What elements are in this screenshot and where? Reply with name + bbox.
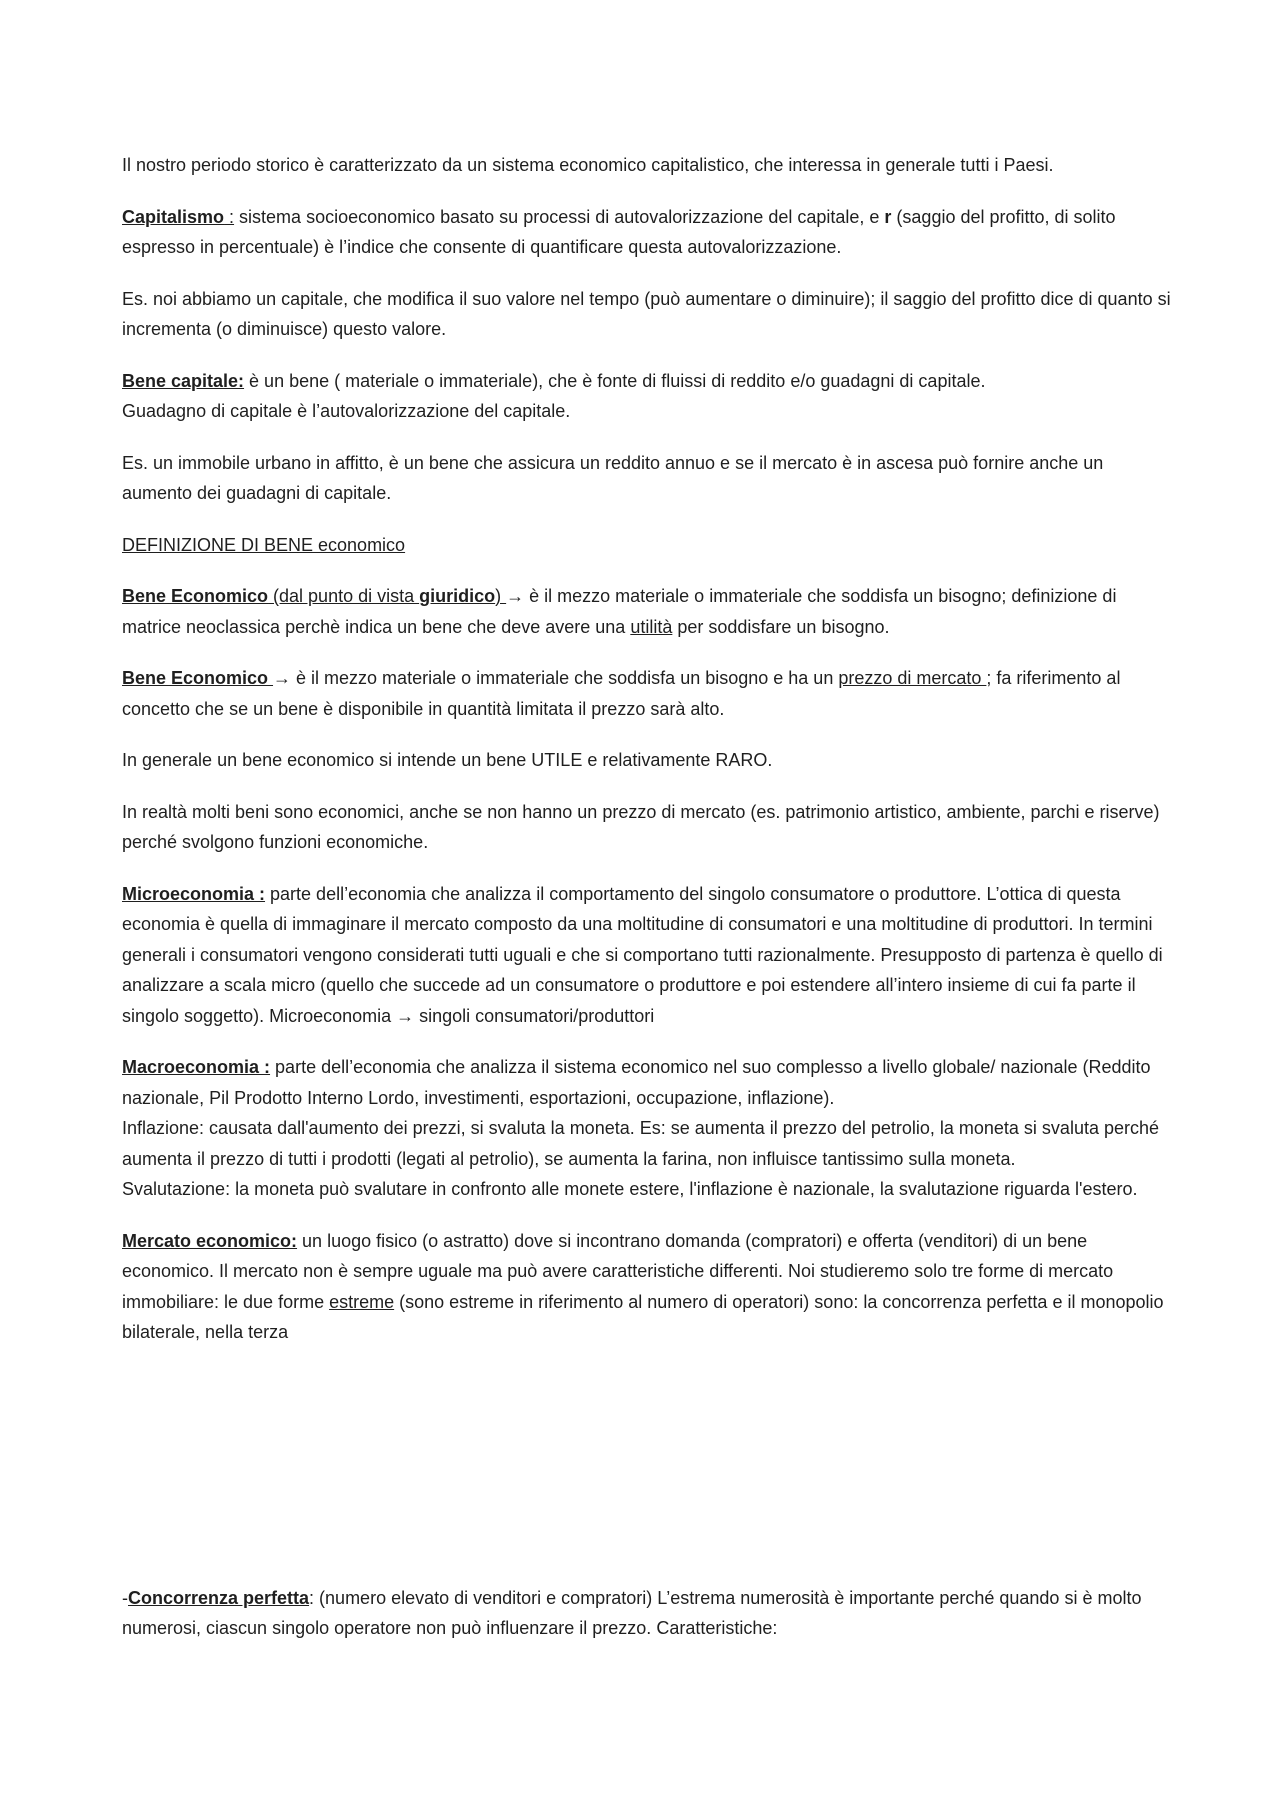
inflazione-text: Inflazione: causata dall'aumento dei prezzi, si svaluta la moneta. Es: se aumenta il prezzo del petrolio, la moneta si svaluta perché aumenta il prezzo di tutti i prodotti (legati al petrolio), se aumenta la farina, non influisce tantissimo sulla moneta. — [122, 1118, 1160, 1169]
capitalismo-paragraph: Capitalismo : sistema socioeconomico basato su processi di autovalorizzazione del capitale, e r (saggio del profitto, di solito espresso in percentuale) è l’indice che consente di quantificare questa autovalorizzazione. — [122, 206, 1116, 257]
realta-paragraph: In realtà molti beni sono economici, anche se non hanno un prezzo di mercato (es. patrimonio artistico, ambiente, parchi e riserve) perché svolgono funzioni economiche. — [122, 801, 1160, 852]
mercato-paragraph: Mercato economico: un luogo fisico (o astratto) dove si incontrano domanda (compratori) e offerta (venditori) di un bene economico. Il mercato non è sempre uguale ma può avere caratteristiche differenti. Noi studieremo solo tre forme di mercato immobiliare: le due forme estreme (sono estreme in riferimento al numero di operatori) sono: la concorrenza perfetta e il monopolio bilaterale, nella terza — [122, 1230, 1164, 1342]
intro-paragraph: Il nostro periodo storico è caratterizzato da un sistema economico capitalistico, che interessa in generale tutti i Paesi. — [122, 155, 1054, 175]
microeconomia-paragraph: Microeconomia : parte dell’economia che analizza il comportamento del singolo consumatore o produttore. L’ottica di questa economia è quella di immaginare il mercato composto da una moltitudine di consumatori e una moltitudine di produttori. In termini generali i consumatori vengono considerati tutti uguali e che si comportano tutti razionalmente. Presupposto di partenza è quello di analizzare a scala micro (quello che succede ad un consumatore o produttore e poi estendere all’intero insieme di cui fa parte il singolo soggetto). Microeconomia → singoli consumatori/produttori — [122, 883, 1163, 1026]
example-capitale-paragraph: Es. noi abbiamo un capitale, che modifica il suo valore nel tempo (può aumentare o diminuire); il saggio del profitto dice di quanto si incrementa (o diminuisce) questo valore. — [122, 288, 1171, 339]
macroeconomia-term: Macroeconomia : — [122, 1057, 271, 1077]
definizione-heading: DEFINIZIONE DI BENE economico — [122, 534, 406, 555]
generale-paragraph: In generale un bene economico si intende un bene UTILE e relativamente RARO. — [122, 750, 773, 770]
document-page — [122, 150, 1172, 1665]
example-immobile-paragraph: Es. un immobile urbano in affitto, è un bene che assicura un reddito annuo e se il mercato è in ascesa può fornire anche un aumento dei guadagni di capitale. — [122, 452, 1104, 503]
bene-economico-giuridico-paragraph: Bene Economico (dal punto di vista giuridico) → è il mezzo materiale o immateriale che soddisfa un bisogno; definizione di matrice neoclassica perchè indica un bene che deve avere una utilità per soddisfare un bisogno. — [122, 586, 1117, 637]
bene-economico-prezzo-paragraph: Bene Economico → è il mezzo materiale o immateriale che soddisfa un bisogno e ha un prezzo di mercato ; fa riferimento al concetto che se un bene è disponibile in quantità limitata il prezzo sarà alto. — [122, 668, 1121, 719]
capitalismo-term: Capitalismo — [122, 206, 225, 227]
concorrenza-term: Concorrenza perfetta — [128, 1587, 310, 1608]
mercato-term: Mercato economico: — [122, 1230, 298, 1251]
bene-economico-term: Bene Economico — [122, 668, 274, 688]
macroeconomia-paragraph: Macroeconomia : parte dell’economia che analizza il sistema economico nel suo complesso a livello globale/ nazionale (Reddito nazionale, Pil Prodotto Interno Lordo, investimenti, esportazioni, occupazione, inflazione). Inflazione: causata dall'aumento dei prezzi, si svaluta la moneta. Es: se aumenta il prezzo del petrolio, la moneta si svaluta perché aumenta il prezzo di tutti i prodotti (legati al petrolio), se aumenta la farina, non influisce tantissimo sulla moneta. Svalutazione: la moneta può svalutare in confronto alle monete estere, l'inflazione è nazionale, la svalutazione riguarda l'estero. — [122, 1057, 1160, 1199]
bene-capitale-term: Bene capitale: — [122, 370, 245, 391]
bene-capitale-paragraph: Bene capitale: è un bene ( materiale o immateriale), che è fonte di fluissi di reddito e/o guadagni di capitale. Guadagno di capitale è l’autovalorizzazione del capitale. — [122, 370, 986, 421]
microeconomia-term: Microeconomia : — [122, 883, 266, 904]
bene-economico-term: Bene Economico — [122, 586, 269, 606]
svalutazione-text: Svalutazione: la moneta può svalutare in confronto alle monete estere, l'inflazione è nazionale, la svalutazione riguarda l'estero. — [122, 1179, 1138, 1199]
arrow-right-icon: → — [273, 668, 292, 688]
blank-space — [122, 1369, 1172, 1583]
arrow-right-icon: → — [506, 586, 525, 606]
arrow-right-icon: → — [396, 1005, 415, 1026]
concorrenza-paragraph: -Concorrenza perfetta: (numero elevato di venditori e compratori) L’estrema numerosità è importante perché quando si è molto numerosi, ciascun singolo operatore non può influenzare il prezzo. Caratteristiche: — [122, 1587, 1142, 1638]
